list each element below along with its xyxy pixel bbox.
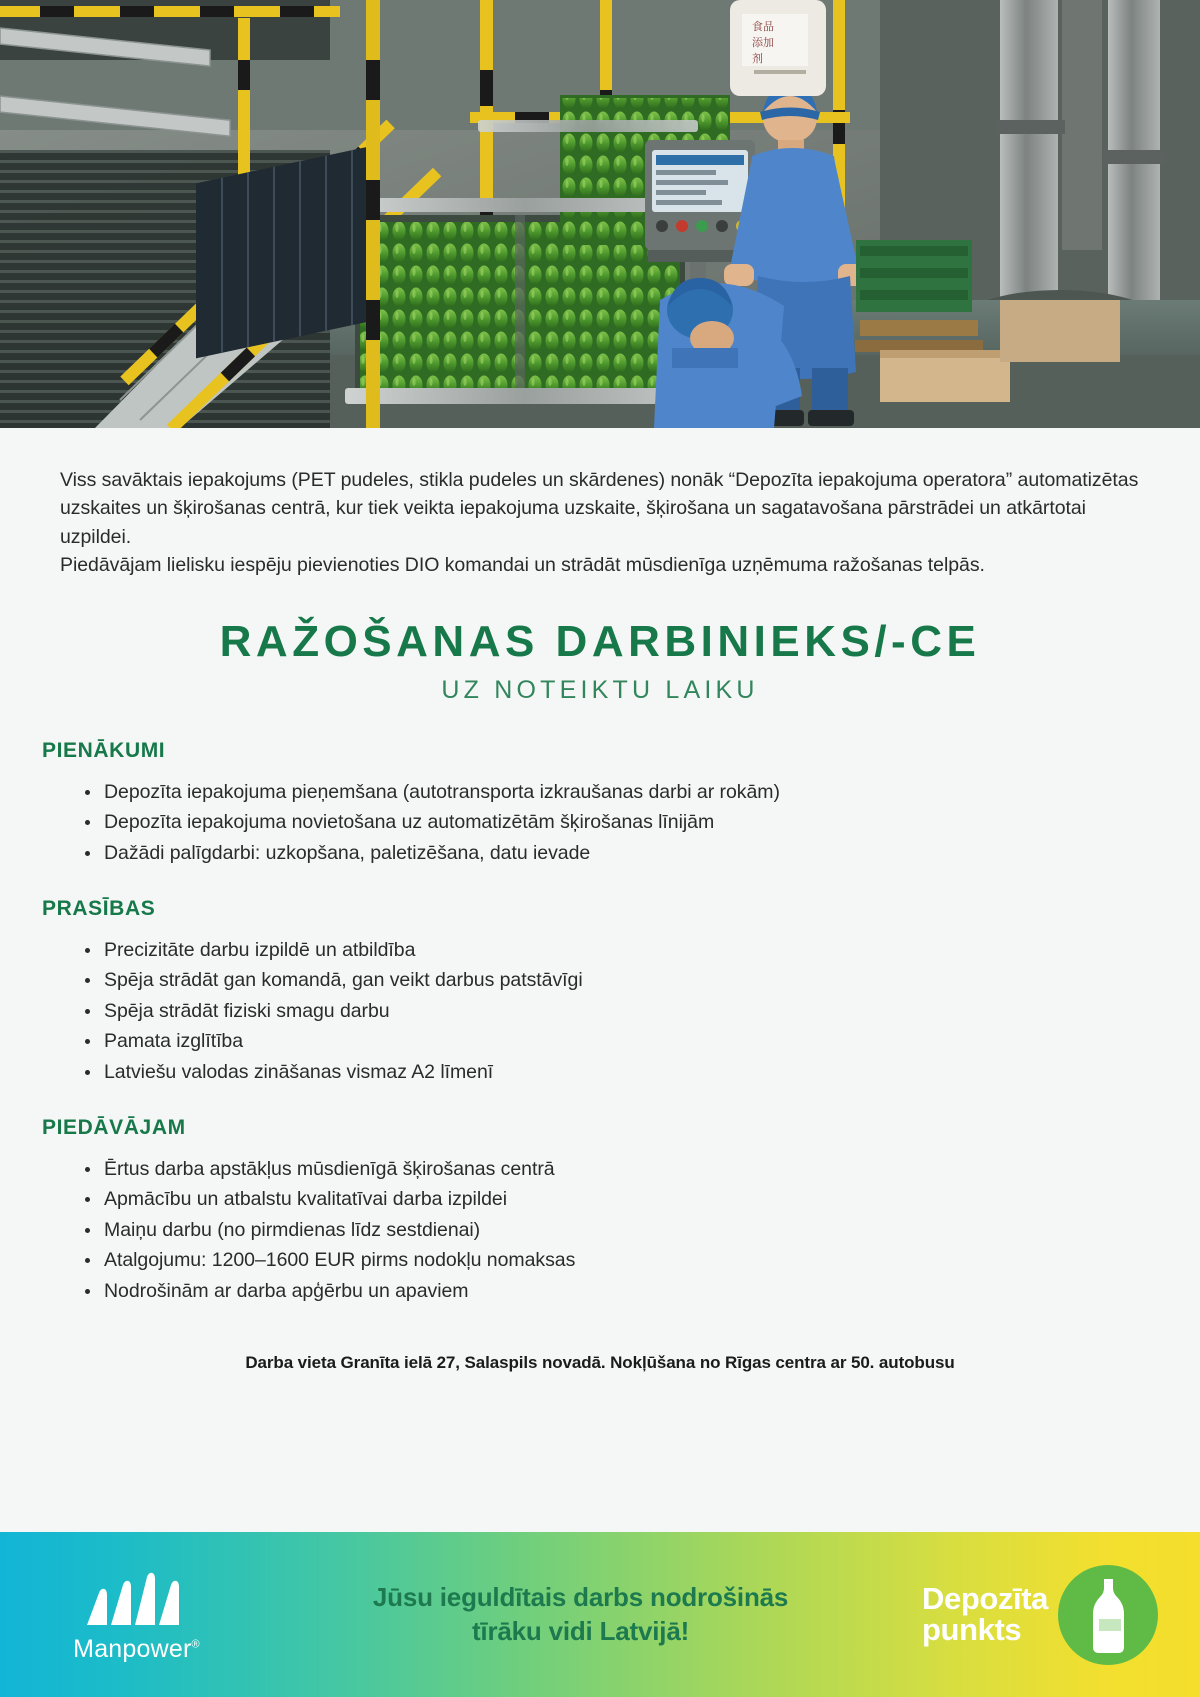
footer-slogan-line-2: tīrāku vidi Latvijā!: [471, 1615, 690, 1646]
svg-text:添加: 添加: [752, 36, 774, 49]
title-block: [60, 619, 1140, 705]
manpower-name-text: Manpower: [73, 1635, 192, 1663]
svg-text:食品: 食品: [752, 20, 774, 33]
manpower-bars-icon: [83, 1571, 191, 1627]
footer-slogan-line-1: Jūsu ieguldītais darbs nodrošinās: [372, 1582, 789, 1613]
section-heading-duties: PIENĀKUMI: [42, 738, 166, 762]
section-requirements: [42, 896, 1140, 1088]
list-item: Precizitāte darbu izpildē un atbildība: [60, 935, 1140, 966]
footer-slogan: [239, 1581, 922, 1648]
intro-paragraph-1: Viss savāktais iepakojums (PET pudeles, stikla pudeles un skārdenes) nonāk “Depozīta iepakojuma operatora” automatizētas uzskaites un šķirošanas centrā, kur tiek veikta iepakojuma uzskaite, šķirošana un sagatavošana pārstrādei un atkārtotai uzpildei.: [60, 469, 1139, 548]
offer-list: [60, 1154, 1140, 1307]
manpower-logo: [34, 1565, 239, 1664]
hero-photo-illustration: [0, 0, 1200, 428]
depozita-word-1: Depozīta: [922, 1581, 1048, 1617]
page-title: RAŽOŠANAS DARBINIEKS/-CE: [219, 617, 981, 667]
manpower-wordmark: [73, 1635, 200, 1664]
list-item: Spēja strādāt fiziski smagu darbu: [60, 996, 1140, 1027]
list-item: Pamata izglītība: [60, 1026, 1140, 1057]
advert-content: [0, 428, 1200, 1532]
hero-photo: [0, 0, 1200, 428]
page-subtitle: UZ NOTEIKTU LAIKU: [441, 676, 759, 705]
list-item: Depozīta iepakojuma pieņemšana (autotransporta izkraušanas darbi ar rokām): [60, 777, 1140, 808]
list-item: Atalgojumu: 1200–1600 EUR pirms nodokļu nomaksas: [60, 1245, 1140, 1276]
list-item: Spēja strādāt gan komandā, gan veikt darbus patstāvīgi: [60, 965, 1140, 996]
section-heading-offer: PIEDĀVĀJAM: [42, 1115, 186, 1139]
list-item: Apmācību un atbalstu kvalitatīvai darba izpildei: [60, 1184, 1140, 1215]
section-duties: [42, 738, 1140, 869]
bottle-in-circle-icon: [1056, 1563, 1160, 1667]
depozita-punkts-logo: [922, 1563, 1166, 1667]
footer-banner: [0, 1532, 1200, 1697]
depozita-wordmark: [922, 1581, 1048, 1647]
section-offer: [42, 1115, 1140, 1307]
section-heading-requirements: PRASĪBAS: [42, 896, 156, 920]
manpower-trademark: ®: [191, 1638, 200, 1651]
list-item: Latviešu valodas zināšanas vismaz A2 līmenī: [60, 1057, 1140, 1088]
duties-list: [60, 777, 1140, 869]
list-item: Depozīta iepakojuma novietošana uz automatizētām šķirošanas līnijām: [60, 807, 1140, 838]
svg-text:剂: 剂: [752, 52, 763, 65]
intro-text: [60, 466, 1140, 579]
requirements-list: [60, 935, 1140, 1088]
list-item: Dažādi palīgdarbi: uzkopšana, paletizēšana, datu ievade: [60, 838, 1140, 869]
list-item: Nodrošinām ar darba apģērbu un apaviem: [60, 1276, 1140, 1307]
list-item: Maiņu darbu (no pirmdienas līdz sestdienai): [60, 1215, 1140, 1246]
work-location-note: Darba vieta Granīta ielā 27, Salaspils novadā. Nokļūšana no Rīgas centra ar 50. autobusu: [245, 1352, 955, 1372]
list-item: Ērtus darba apstākļus mūsdienīgā šķirošanas centrā: [60, 1154, 1140, 1185]
intro-paragraph-2: Piedāvājam lielisku iespēju pievienoties DIO komandai un strādāt mūsdienīga uzņēmuma ražošanas telpās.: [60, 553, 985, 576]
depozita-word-2: punkts: [922, 1611, 1022, 1647]
